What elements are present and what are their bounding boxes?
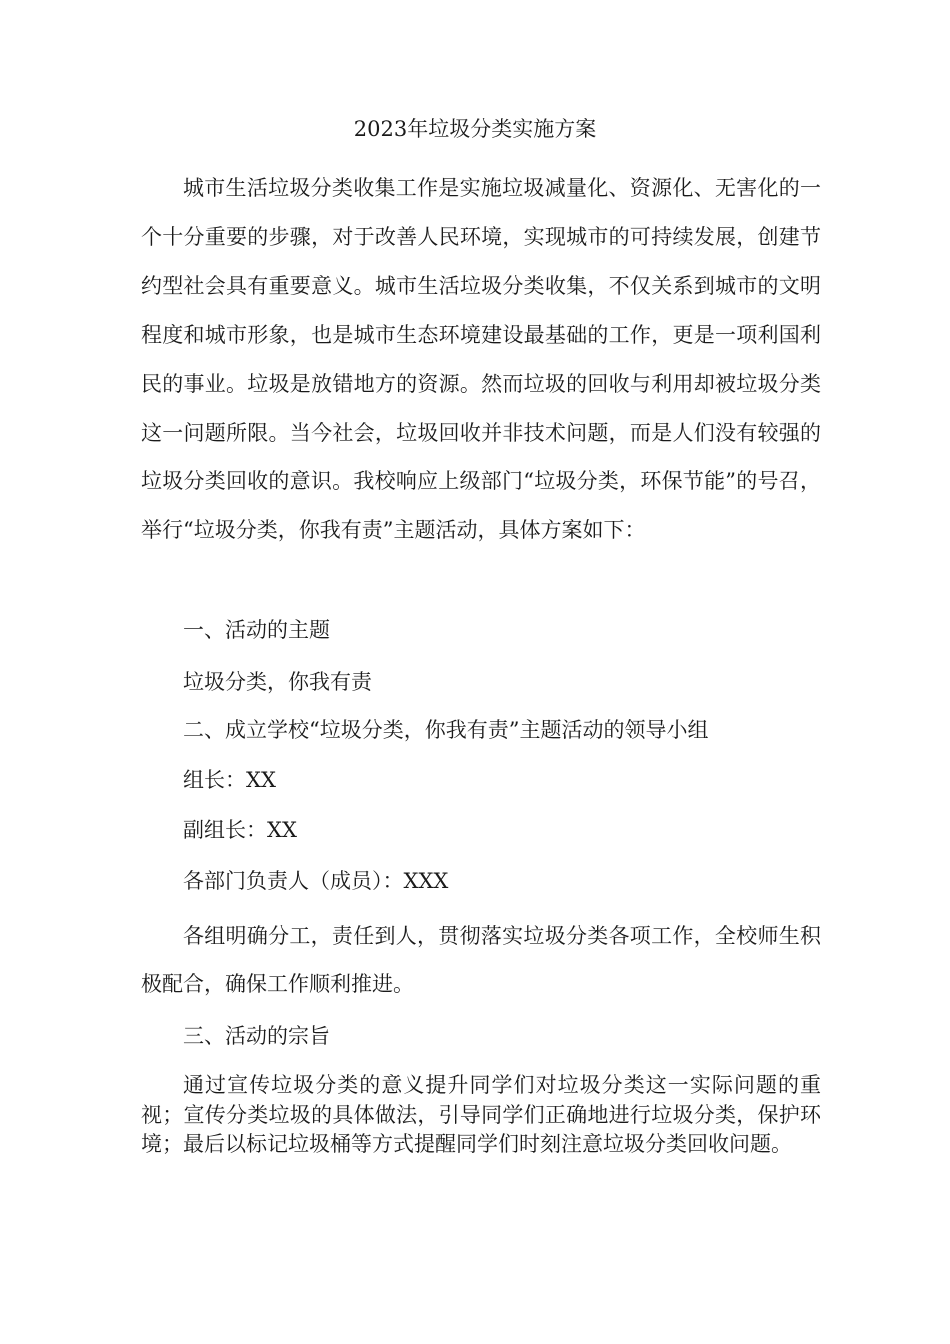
- section-2-heading: 二、成立学校“垃圾分类，你我有责”主题活动的领导小组: [183, 718, 709, 742]
- group-members: 各部门负责人（成员）：XXX: [183, 869, 449, 893]
- purpose-paragraph: 通过宣传垃圾分类的意义提升同学们对垃圾分类这一实际问题的重视；宣传分类垃圾的具体做法，引导同学们正确地进行垃圾分类，保护环境；最后以标记垃圾桶等方式提醒同学们时刻注意垃圾分类回收问题。: [141, 1073, 821, 1156]
- section-1-heading: 一、活动的主题: [183, 618, 330, 642]
- group-leader: 组长：XX: [183, 768, 276, 792]
- document-title: 2023年垃圾分类实施方案: [353, 117, 597, 141]
- deputy-leader: 副组长：XX: [183, 818, 297, 842]
- section-3-heading: 三、活动的宗旨: [183, 1024, 330, 1048]
- activity-theme: 垃圾分类，你我有责: [183, 670, 372, 694]
- intro-paragraph: 城市生活垃圾分类收集工作是实施垃圾减量化、资源化、无害化的一个十分重要的步骤，对于改善人民环境，实现城市的可持续发展，创建节约型社会具有重要意义。城市生活垃圾分类收集，不仅关系到城市的文明程度和城市形象，也是城市生态环境建设最基础的工作，更是一项利国利民的事业。垃圾是放错地方的资源。然而垃圾的回收与利用却被垃圾分类这一问题所限。当今社会，垃圾回收并非技术问题，而是人们没有较强的垃圾分类回收的意识。我校响应上级部门“垃圾分类，环保节能”的号召，举行“垃圾分类，你我有责”主题活动，具体方案如下：: [141, 176, 821, 543]
- duty-paragraph: 各组明确分工，责任到人，贯彻落实垃圾分类各项工作，全校师生积极配合，确保工作顺利推进。: [141, 924, 821, 996]
